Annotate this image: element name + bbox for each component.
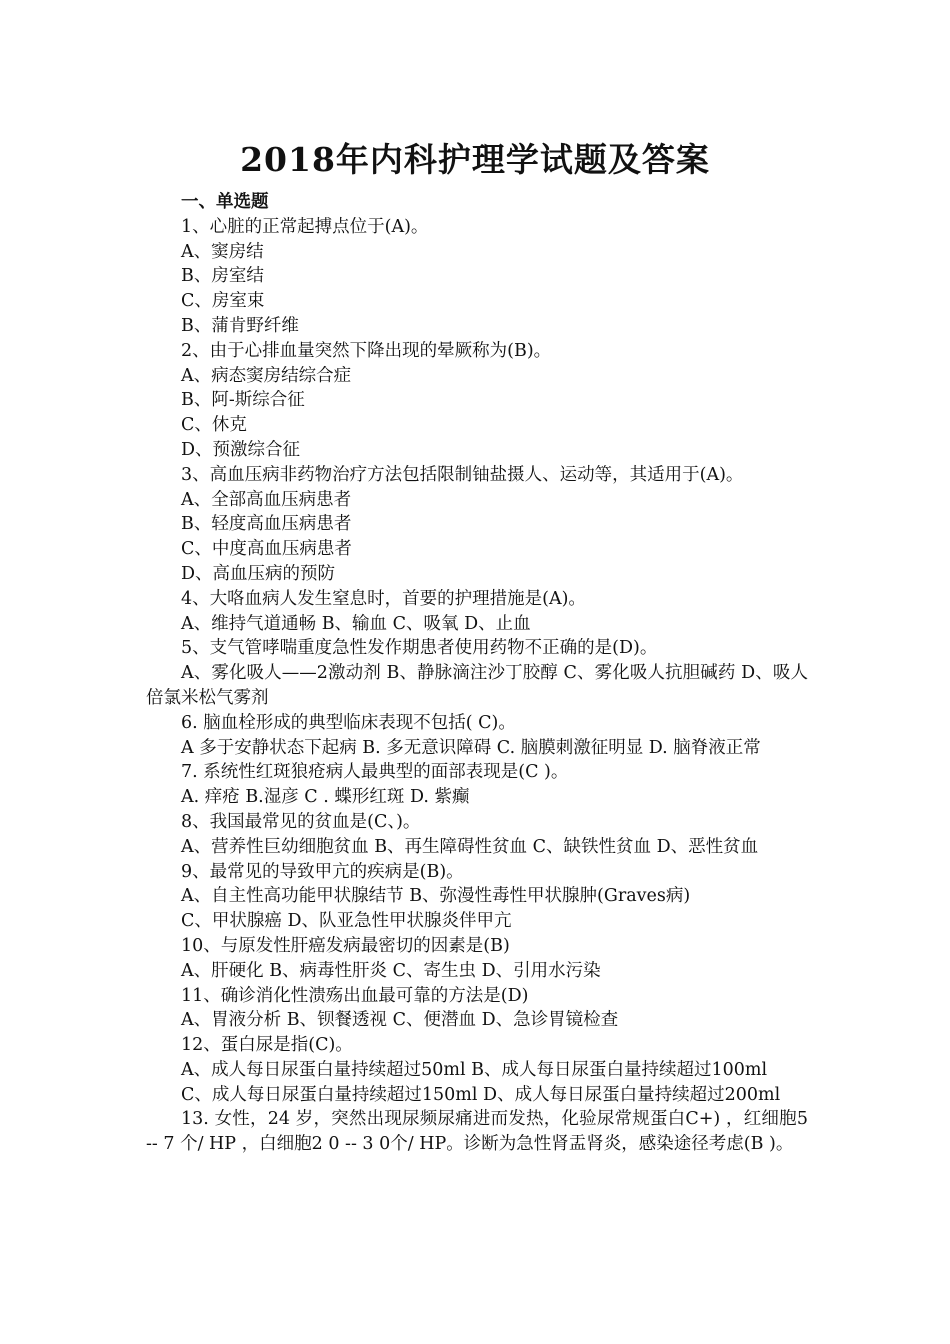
question-line: 8、我国最常见的贫血是(C、)。 bbox=[181, 811, 421, 832]
question-line: 6. 脑血栓形成的典型临床表现不包括( C)。 bbox=[181, 712, 516, 733]
question-line: 11、确诊消化性溃殇出血最可靠的方法是(D) bbox=[181, 985, 529, 1006]
option-line: B、房室结 bbox=[181, 266, 264, 287]
option-line: C、成人每日尿蛋白量持续超过150ml D、成人每日尿蛋白量持续超过200ml bbox=[181, 1084, 781, 1105]
option-line: A、全部高血压病患者 bbox=[181, 489, 352, 510]
section-heading: 一、单选题 bbox=[181, 192, 269, 212]
question-line: 4、大咯血病人发生窒息时，首要的护理措施是(A)。 bbox=[181, 588, 586, 609]
option-line: A、肝硬化 B、病毒性肝炎 C、寄生虫 D、引用水污染 bbox=[181, 960, 601, 981]
option-paragraph: A、雾化吸人——2激动剂 B、静脉滴注沙丁胶醇 C、雾化吸人抗胆碱药 D、吸人倍氯米松气雾剂 bbox=[146, 663, 808, 708]
question-line: 1、心脏的正常起搏点位于(A)。 bbox=[181, 216, 429, 237]
question-line: 7. 系统性红斑狼疮病人最典型的面部表现是(C )。 bbox=[181, 762, 569, 783]
option-line: B、阿-斯综合征 bbox=[181, 390, 305, 411]
option-line: A. 痒疮 B.湿彦 C . 蝶形红斑 D. 紫癫 bbox=[181, 787, 470, 808]
question-line: 12、蛋白尿是指(C)。 bbox=[181, 1035, 353, 1056]
option-line: C、中度高血压病患者 bbox=[181, 539, 352, 560]
question-line: 9、最常见的导致甲亢的疾病是(B)。 bbox=[181, 861, 464, 882]
option-line: A、营养性巨幼细胞贫血 B、再生障碍性贫血 C、缺铁性贫血 D、恶性贫血 bbox=[181, 836, 759, 857]
option-line: A、胃液分析 B、钡餐透视 C、便潜血 D、急诊胃镜检查 bbox=[181, 1010, 619, 1031]
option-line: A、病态窦房结综合症 bbox=[181, 365, 352, 386]
question-line: 5、支气管哮喘重度急性发作期患者使用药物不正确的是(D)。 bbox=[181, 638, 658, 659]
option-line: C、甲状腺癌 D、队亚急性甲状腺炎伴甲亢 bbox=[181, 911, 512, 932]
option-line: C、休克 bbox=[181, 415, 247, 436]
option-line: A、维持气道通畅 B、输血 C、吸氧 D、止血 bbox=[181, 613, 531, 634]
question-line: 10、与原发性肝癌发病最密切的因素是(B) bbox=[181, 935, 510, 956]
option-line: A、自主性高功能甲状腺结节 B、弥漫性毒性甲状腺肿(Graves病) bbox=[181, 886, 691, 907]
option-paragraph: A 多于安静状态下起病 B. 多无意识障碍 C. 脑膜刺激征明显 D. 脑脊液正常 bbox=[181, 737, 761, 758]
option-line: D、高血压病的预防 bbox=[181, 563, 336, 584]
option-line: A、窦房结 bbox=[181, 241, 264, 262]
option-line: B、轻度高血压病患者 bbox=[181, 514, 352, 535]
question-paragraph: 13. 女性，24 岁，突然出现尿频尿痛进而发热，化验尿常规蛋白C+) ，红细胞5 -- 7 个/ HP ，白细胞2 0 -- 3 0个/ HP。诊断为急性肾盂肾炎，感染途径考虑(B )。 bbox=[146, 1109, 808, 1155]
question-line: 2、由于心排血量突然下降出现的晕厥称为(B)。 bbox=[181, 340, 552, 361]
question-line: 3、高血压病非药物治疗方法包括限制铀盐摄人、运动等，其适用于(A)。 bbox=[181, 464, 744, 485]
document-title: 2018年内科护理学试题及答案 bbox=[240, 140, 710, 179]
document-body bbox=[146, 190, 808, 1157]
option-line: A、成人每日尿蛋白量持续超过50ml B、成人每日尿蛋白量持续超过100ml bbox=[181, 1059, 768, 1080]
option-line: D、预激综合征 bbox=[181, 439, 301, 460]
option-line: C、房室束 bbox=[181, 291, 265, 312]
option-line: B、蒲肯野纤维 bbox=[181, 315, 299, 336]
